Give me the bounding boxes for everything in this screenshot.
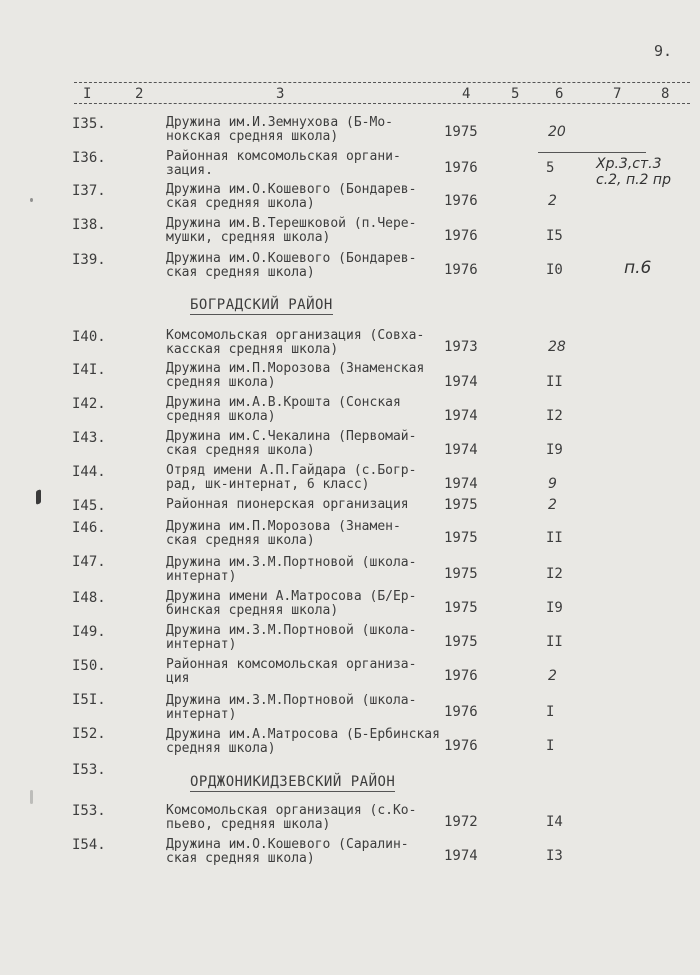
row-year: 1975 bbox=[444, 530, 478, 546]
handwritten-annotation: Хр.3,ст.3 bbox=[596, 156, 662, 172]
row-description: Дружина имени А.Матросова (Б/Ер- бинская средняя школа) bbox=[166, 589, 417, 618]
row-description: Дружина им.С.Чекалина (Первомай- ская средняя школа) bbox=[166, 429, 417, 458]
row-description: Районная пионерская организация bbox=[166, 497, 409, 512]
row-number: I44. bbox=[72, 464, 106, 480]
row-number: I38. bbox=[72, 217, 106, 233]
row-count: 2 bbox=[548, 668, 557, 684]
row-description: Дружина им.О.Кошевого (Бондарев- ская средняя школа) bbox=[166, 182, 417, 211]
col-header-1: I bbox=[83, 86, 92, 102]
row-count: I9 bbox=[546, 600, 563, 616]
row-description: Дружина им.П.Морозова (Знамен- ская средняя школа) bbox=[166, 519, 401, 548]
row-number: I54. bbox=[72, 837, 106, 853]
row-year: 1976 bbox=[444, 738, 478, 754]
row-number: I47. bbox=[72, 554, 106, 570]
row-number: I46. bbox=[72, 520, 106, 536]
scan-mark bbox=[36, 489, 41, 505]
row-number: I35. bbox=[72, 116, 106, 132]
district-heading: БОГРАДСКИЙ РАЙОН bbox=[190, 297, 333, 313]
row-number: I4I. bbox=[72, 362, 106, 378]
row-number: I39. bbox=[72, 252, 106, 268]
row-number: I52. bbox=[72, 726, 106, 742]
row-count: II bbox=[546, 374, 563, 390]
row-year: 1974 bbox=[444, 442, 478, 458]
row-number: I48. bbox=[72, 590, 106, 606]
row-year: 1974 bbox=[444, 408, 478, 424]
row-count: I9 bbox=[546, 442, 563, 458]
row-count: I4 bbox=[546, 814, 563, 830]
row-year: 1976 bbox=[444, 262, 478, 278]
row-description: Дружина им.О.Кошевого (Бондарев- ская средняя школа) bbox=[166, 251, 417, 280]
row-description: Дружина им.П.Морозова (Знаменская средняя школа) bbox=[166, 361, 425, 390]
row-year: 1975 bbox=[444, 124, 478, 140]
col-header-5: 5 bbox=[511, 86, 520, 102]
col-header-8: 8 bbox=[661, 86, 670, 102]
annotation-underline bbox=[538, 152, 646, 153]
col-header-3: 3 bbox=[276, 86, 285, 102]
row-year: 1973 bbox=[444, 339, 478, 355]
row-count: I2 bbox=[546, 566, 563, 582]
row-number: I43. bbox=[72, 430, 106, 446]
row-description: Дружина им.И.Земнухова (Б-Мо- нокская средняя школа) bbox=[166, 115, 393, 144]
row-year: 1974 bbox=[444, 374, 478, 390]
row-count: 9 bbox=[548, 476, 557, 492]
row-number: I53. bbox=[72, 762, 106, 778]
row-count: I bbox=[546, 738, 555, 754]
district-heading: ОРДЖОНИКИДЗЕВСКИЙ РАЙОН bbox=[190, 774, 396, 790]
scan-mark bbox=[30, 790, 33, 804]
row-year: 1976 bbox=[444, 228, 478, 244]
col-header-7: 7 bbox=[613, 86, 622, 102]
row-year: 1976 bbox=[444, 704, 478, 720]
row-year: 1972 bbox=[444, 814, 478, 830]
row-number: I50. bbox=[72, 658, 106, 674]
row-description: Дружина им.О.Кошевого (Саралин- ская средняя школа) bbox=[166, 837, 409, 866]
row-number: I40. bbox=[72, 329, 106, 345]
row-count: II bbox=[546, 634, 563, 650]
row-description: Дружина им.З.М.Портновой (школа- интернат) bbox=[166, 693, 417, 722]
scan-mark bbox=[30, 198, 33, 202]
row-count: II bbox=[546, 530, 563, 546]
row-number: I42. bbox=[72, 396, 106, 412]
row-description: Дружина им.В.Терешковой (п.Чере- мушки, средняя школа) bbox=[166, 216, 417, 245]
row-number: I5I. bbox=[72, 692, 106, 708]
header-rule-top bbox=[74, 82, 690, 83]
row-count: 2 bbox=[548, 497, 557, 513]
row-year: 1975 bbox=[444, 634, 478, 650]
col-header-2: 2 bbox=[135, 86, 144, 102]
row-count: I2 bbox=[546, 408, 563, 424]
row-description: Дружина им.З.М.Портновой (школа- интернат) bbox=[166, 555, 417, 584]
row-number: I37. bbox=[72, 183, 106, 199]
row-description: Комсомольская организация (с.Ко- пьево, средняя школа) bbox=[166, 803, 417, 832]
row-year: 1974 bbox=[444, 848, 478, 864]
row-count: 5 bbox=[546, 160, 555, 176]
row-year: 1976 bbox=[444, 668, 478, 684]
row-year: 1975 bbox=[444, 497, 478, 513]
row-number: I53. bbox=[72, 803, 106, 819]
row-number: I36. bbox=[72, 150, 106, 166]
row-count: I bbox=[546, 704, 555, 720]
handwritten-annotation: п.6 bbox=[624, 258, 652, 278]
row-description: Районная комсомольская организа- ция bbox=[166, 657, 417, 686]
row-year: 1976 bbox=[444, 160, 478, 176]
row-count: I0 bbox=[546, 262, 563, 278]
row-description: Отряд имени А.П.Гайдара (с.Богр- рад, шк-интернат, 6 класс) bbox=[166, 463, 417, 492]
row-count: I5 bbox=[546, 228, 563, 244]
row-year: 1976 bbox=[444, 193, 478, 209]
row-description: Районная комсомольская органи- зация. bbox=[166, 149, 401, 178]
row-year: 1974 bbox=[444, 476, 478, 492]
col-header-4: 4 bbox=[462, 86, 471, 102]
row-description: Дружина им.З.М.Портновой (школа- интернат) bbox=[166, 623, 417, 652]
row-number: I45. bbox=[72, 498, 106, 514]
row-year: 1975 bbox=[444, 600, 478, 616]
row-count: I3 bbox=[546, 848, 563, 864]
row-description: Комсомольская организация (Совха- касская средняя школа) bbox=[166, 328, 425, 357]
page-number: 9. bbox=[654, 42, 673, 60]
row-year: 1975 bbox=[444, 566, 478, 582]
row-description: Дружина им.А.Матросова (Б-Ербинская средняя школа) bbox=[166, 727, 440, 756]
row-description: Дружина им.А.В.Крошта (Сонская средняя школа) bbox=[166, 395, 401, 424]
row-count: 2 bbox=[548, 193, 557, 209]
row-count: 20 bbox=[548, 124, 566, 140]
row-number: I49. bbox=[72, 624, 106, 640]
row-count: 28 bbox=[548, 339, 566, 355]
handwritten-annotation: с.2, п.2 пр bbox=[596, 172, 671, 188]
header-rule-bottom bbox=[74, 103, 690, 104]
col-header-6: 6 bbox=[555, 86, 564, 102]
